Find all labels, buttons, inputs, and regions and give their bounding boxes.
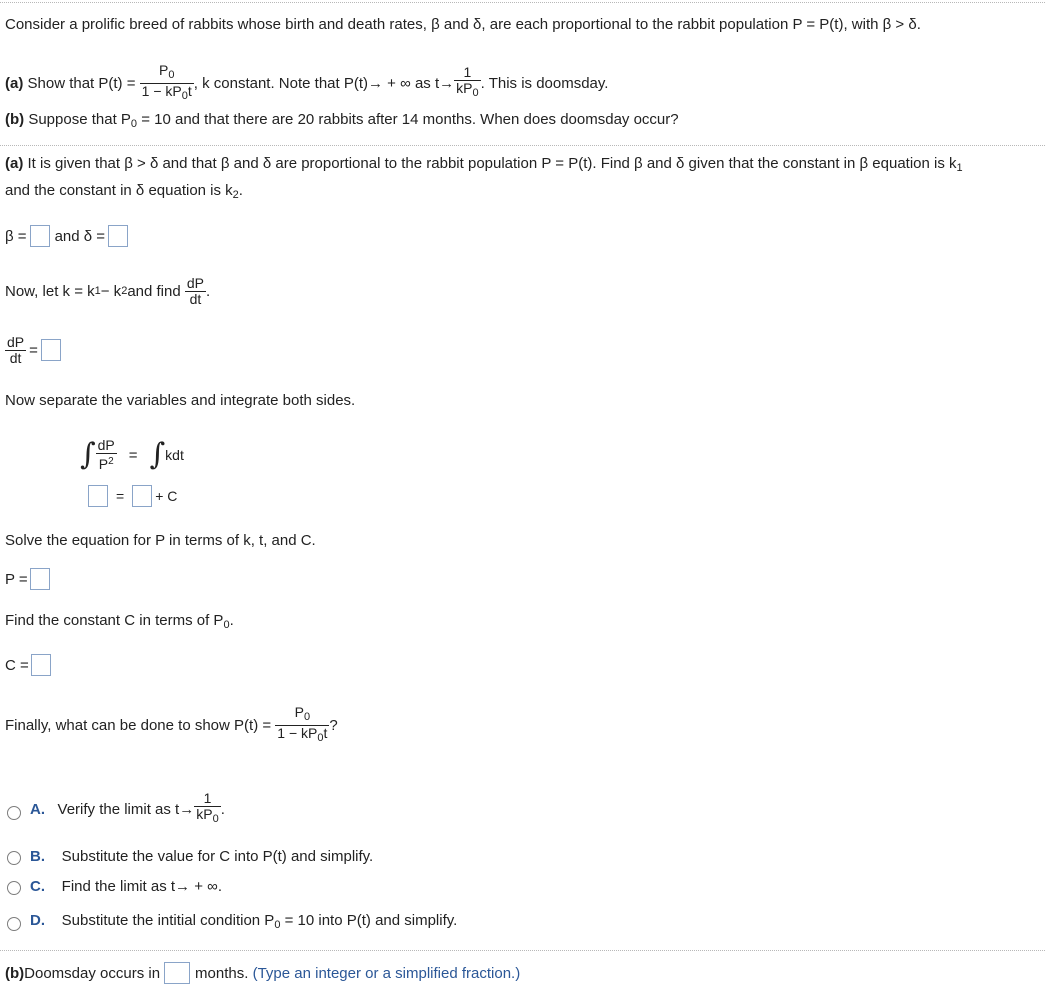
doomsday-answer-box[interactable] <box>164 962 190 984</box>
dpdt-answer-box[interactable] <box>41 339 61 361</box>
problem-intro: Consider a prolific breed of rabbits whose birth and death rates, β and δ, are each proportional to the rabbit population P = P(t), with β > δ. <box>5 16 921 33</box>
problem-part-a: (a) Show that P(t) = $\frac{P_0}{1 - kP_0t}$ , k constant. Note that P(t)→ + ∞ as t→ $\frac{1}{kP_0}$ . This is doomsday. <box>5 61 609 102</box>
c-answer-box[interactable] <box>31 654 51 676</box>
problem-part-b: (b) Suppose that $P_0 = 10$ and that there are 20 rabbits after 14 months. When does doomsday occur? <box>5 111 679 130</box>
beta-label: β = <box>5 227 27 245</box>
p-row: P = <box>5 568 50 590</box>
option-b-radio[interactable] <box>7 851 21 865</box>
step-a-text-line2: and the constant in δ equation is $k_2$. <box>5 182 243 201</box>
integral-right-answer-box[interactable] <box>132 485 152 507</box>
p-of-t-fraction: $\frac{P_0}{1 - kP_0t}$ <box>141 61 192 102</box>
beta-delta-row <box>5 225 128 247</box>
option-a-radio[interactable] <box>7 806 21 820</box>
integral-result-row: = + C <box>88 485 177 507</box>
solve-instruction: Solve the equation for P in terms of k, t, and C. <box>5 532 316 549</box>
integral-left-answer-box[interactable] <box>88 485 108 507</box>
dpdt-row: $\frac{dP}{dt}$ = <box>5 330 61 370</box>
integral-equation: ∫ $\frac{dP}{P^2}$ = ∫ kdt <box>80 437 184 472</box>
c-row: C = <box>5 654 51 676</box>
step-a-text-line1: (a) It is given that β > δ and that β and δ are proportional to the rabbit population P = P(t). Find β and δ given that the constant in β equation is $k_1$ <box>5 155 963 174</box>
bottom-divider <box>0 950 1045 951</box>
option-c-radio[interactable] <box>7 881 21 895</box>
answer-format-hint: (Type an integer or a simplified fraction.) <box>252 964 521 982</box>
integral-sign-right: ∫ <box>149 437 166 472</box>
now-let-k: Now, let k = k 1 − k 2 and find $\frac{dP}{dt}$ . <box>5 274 211 307</box>
section-divider <box>0 145 1045 146</box>
beta-answer-box[interactable] <box>30 225 50 247</box>
top-divider <box>0 2 1045 3</box>
integral-sign-left: ∫ <box>80 437 96 472</box>
option-b[interactable]: B. Substitute the value for C into P(t) and simplify. <box>30 848 374 865</box>
option-d[interactable]: D. Substitute the intitial condition $P_0 = 10$ into P(t) and simplify. <box>30 912 458 931</box>
part-b-answer-row: (b) Doomsday occurs in months. (Type an integer or a simplified fraction.) <box>5 962 520 984</box>
delta-answer-box[interactable] <box>108 225 128 247</box>
option-d-radio[interactable] <box>7 917 21 931</box>
final-question: Finally, what can be done to show P(t) = $\frac{P_0}{1 - kP_0t}$ ? <box>5 703 338 744</box>
limit-fraction: $\frac{1}{kP_0}$ <box>456 64 479 99</box>
find-c-instruction: Find the constant C in terms of $P_0$. <box>5 612 234 631</box>
separate-instruction: Now separate the variables and integrate both sides. <box>5 392 356 409</box>
option-c[interactable]: C. Find the limit as t→ + ∞. <box>30 878 222 895</box>
delta-label: and δ = <box>54 227 106 245</box>
option-a[interactable]: A. Verify the limit as t→ $\frac{1}{kP_0}$ . <box>30 790 225 825</box>
p-answer-box[interactable] <box>30 568 50 590</box>
